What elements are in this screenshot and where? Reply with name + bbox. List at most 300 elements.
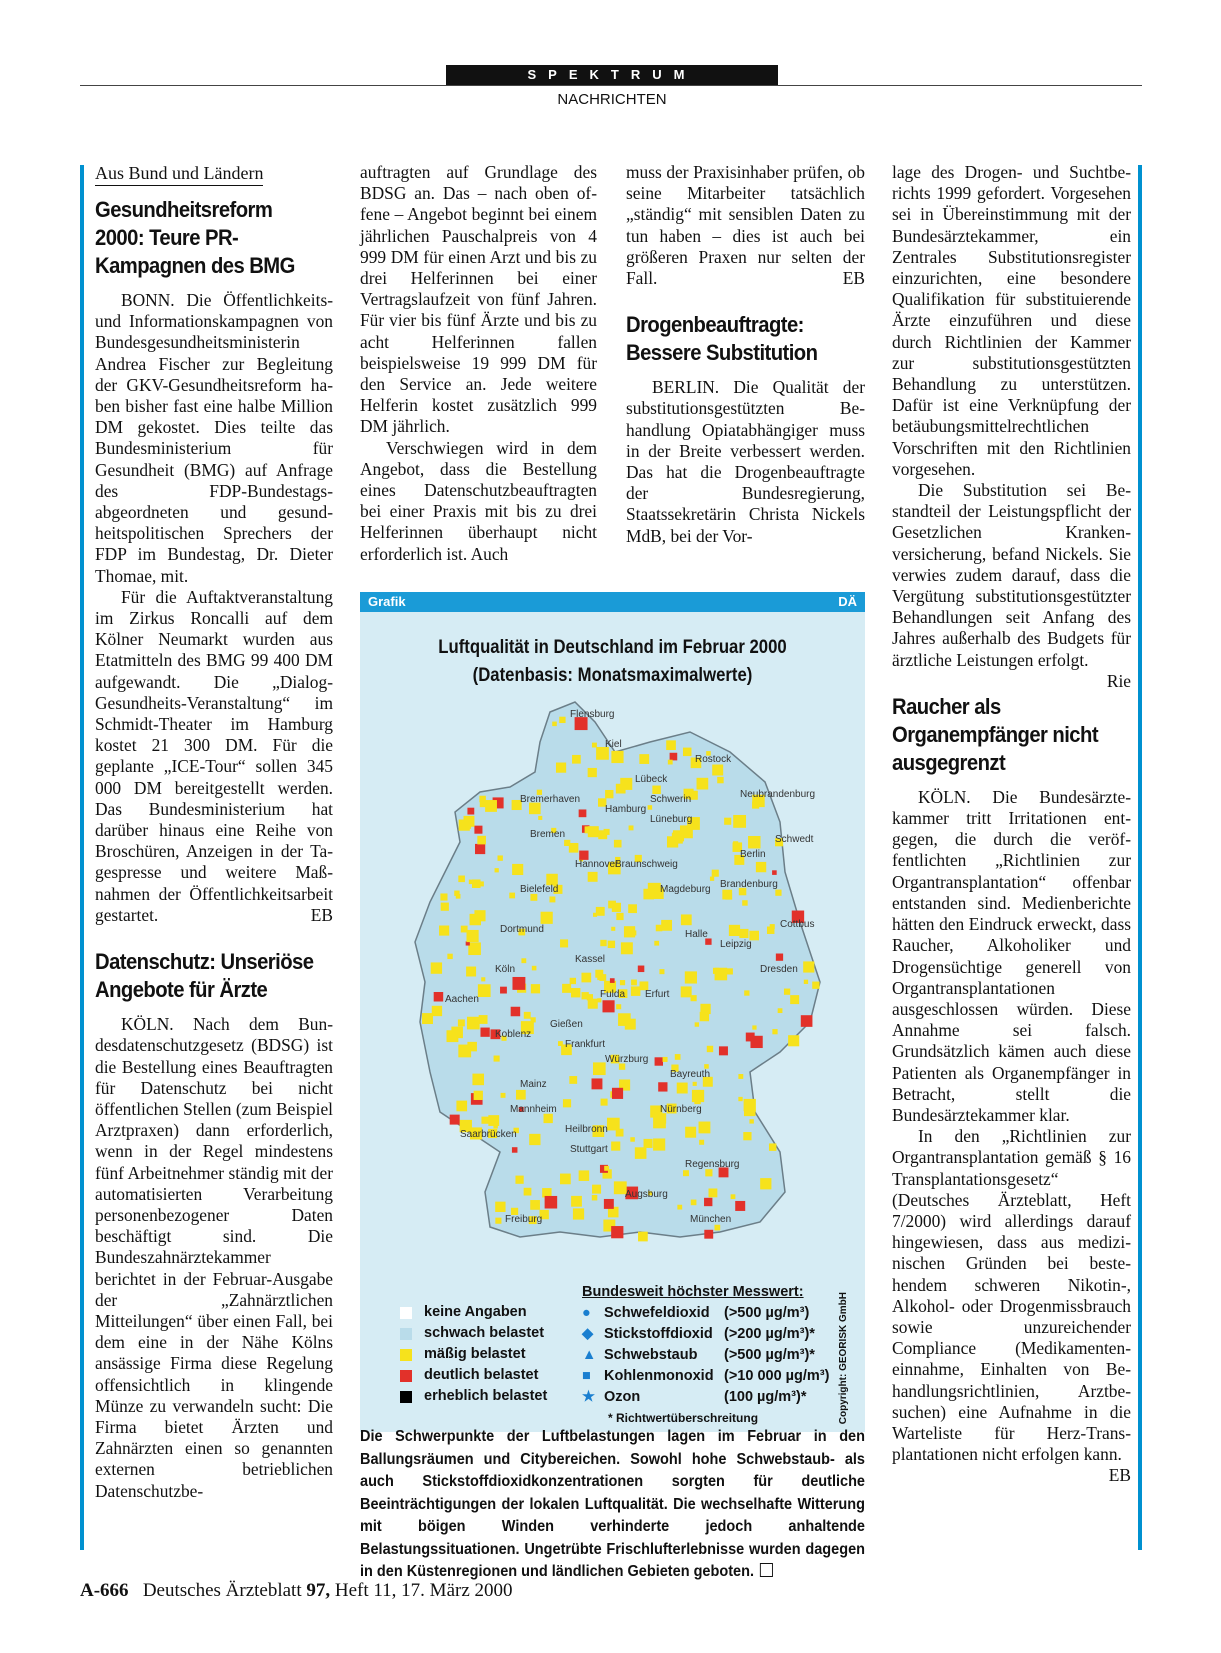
legend-swatch: [400, 1307, 412, 1319]
max-value-row: [582, 1366, 832, 1387]
article-paragraph: BERLIN. Die Qualität der substitutionsgestützten Behandlung Opiatabhängiger muss in der Breite verbessert werden. Das hat die Drogenbeauftragte der Bundesregierung, Staatssekretärin Christa Nickels MdB, bei der Vor-: [626, 377, 865, 546]
city-label: München: [690, 1214, 732, 1225]
city-label: Gießen: [550, 1019, 583, 1030]
pollution-patch: [468, 942, 481, 955]
pollutant-name: Kohlenmonoxid: [604, 1368, 714, 1384]
pollution-patch: [697, 778, 709, 790]
legend-swatch: [400, 1370, 412, 1382]
pollution-patch: [692, 1090, 704, 1102]
city-label: Kiel: [605, 739, 622, 750]
pollution-patch: [616, 913, 623, 920]
pollution-patch: [472, 1074, 484, 1086]
max-value-row: [582, 1345, 832, 1366]
author-signature: EB: [310, 904, 333, 925]
city-label: Dortmund: [500, 924, 544, 935]
pollution-patch: [466, 967, 476, 977]
pollution-patch: [729, 925, 740, 936]
pollution-patch: [501, 1093, 506, 1098]
column-accent-bar-right: [1138, 165, 1142, 1550]
pollution-patch: [616, 1004, 621, 1009]
pollution-patch: [610, 978, 615, 983]
pollution-patch: [512, 1147, 518, 1153]
pollution-patch: [466, 930, 478, 942]
pollution-patch: [440, 893, 447, 900]
pollutant-value: (>500 µg/m³): [724, 1305, 810, 1321]
pollution-patch: [467, 808, 474, 815]
article-paragraph: Verschwiegen wird in dem Angebot, dass die Bestellung eines Datenschutzbeauftragten bei einer Praxis mit bis zu drei Helferinnen überhaupt nicht erforderlich ist. Auch: [360, 437, 597, 564]
pollution-patch: [467, 1042, 476, 1051]
pollution-patch: [772, 1029, 777, 1034]
pollution-patch: [611, 1142, 620, 1151]
pollution-patch: [579, 809, 587, 817]
pollution-patch: [524, 1012, 531, 1019]
pollution-patch: [738, 1097, 742, 1101]
pollution-patch: [588, 768, 597, 777]
city-label: Lüneburg: [650, 814, 693, 825]
pollutant-name: Ozon: [604, 1389, 641, 1405]
pollution-patch: [744, 1099, 756, 1111]
pollution-patch: [500, 987, 507, 994]
pollution-patch: [592, 1195, 598, 1201]
pollution-patch: [683, 1170, 689, 1176]
pollution-patch: [709, 1188, 718, 1197]
city-label: Nürnberg: [660, 1104, 702, 1115]
pollution-patch: [673, 830, 684, 841]
pollution-patch: [474, 826, 482, 834]
pollution-patch: [441, 903, 449, 911]
pollution-patch: [592, 1185, 601, 1194]
pollution-patch: [560, 939, 568, 947]
article-paragraph: Die Substitution sei Bestandteil der Leistungspflicht der Gesetzlichen Krankenversicherung, befand Nickels. Sie verwies zudem darauf, dass die Vergütung substitutionsgestützter Behandlungen seit Anfang des Jahres außerhalb des Budgets für ärztliche Leistungen erfolgt. Rie: [892, 480, 1131, 691]
city-label: Mainz: [520, 1079, 547, 1090]
graphic-body: [360, 612, 865, 1432]
pollution-patch: [559, 717, 565, 723]
pollution-patch: [579, 1170, 590, 1181]
pollution-patch: [592, 743, 597, 748]
pollution-patch: [422, 1013, 433, 1024]
pollution-patch: [612, 1088, 623, 1099]
pollution-patch: [458, 1019, 465, 1026]
pollution-patch: [480, 1028, 489, 1037]
city-label: Kassel: [575, 954, 606, 965]
pollution-patch: [812, 982, 819, 989]
pollution-patch: [495, 1218, 501, 1224]
column-2: [360, 162, 597, 565]
pollution-patch: [712, 765, 723, 776]
city-label: Schwerin: [650, 794, 692, 805]
pollution-patch: [439, 926, 449, 936]
city-label: Stuttgart: [570, 1144, 608, 1155]
graphic-source: DÄ: [838, 594, 857, 609]
legend-item: [400, 1323, 547, 1344]
pollution-patch: [618, 1013, 631, 1026]
pollution-patch: [599, 974, 606, 981]
pollution-patch: [596, 907, 605, 916]
headline-gesundheitsreform: Gesundheitsreform 2000: Teure PR- Kampagnen des BMG: [95, 197, 295, 278]
pollution-patch: [604, 1199, 614, 1209]
pollution-patch: [562, 984, 571, 993]
pollution-patch: [474, 1091, 483, 1100]
pollution-patch: [450, 1115, 460, 1125]
pollution-patch: [573, 1208, 584, 1219]
pollution-patch: [710, 877, 714, 881]
pollution-patch: [769, 1143, 776, 1150]
pollution-patch: [631, 986, 640, 995]
article-paragraph: lage des Drogen- und Suchtberichts 1999 gefordert. Vorgesehen sei in Übereinstimmung mit der Bundesärztekammer, ein Zentrales Substitutionsregister einzurichten, eine besondere Qualifikation für substituierende Ärzte einzuführen und diese durch Richtlinien der Kammer zur substitutionsgestützten Behandlung zu unterstützen. Dafür ist eine Verknüpfung der betäubungsmittelrechtlichen Vorschriften mit den Richtlinien vorgesehen.: [892, 162, 1131, 479]
pollutant-name: Schwefeldioxid: [604, 1305, 710, 1321]
pollution-patch: [790, 995, 799, 1004]
pollution-patch: [447, 1030, 459, 1042]
pollution-patch: [675, 1054, 681, 1060]
author-signature: EB: [1108, 1465, 1131, 1486]
city-label: Mannheim: [510, 1104, 557, 1115]
city-label: Cottbus: [780, 919, 815, 930]
pollution-patch: [681, 986, 692, 997]
pollution-patch: [593, 1062, 606, 1075]
pollution-patch: [756, 862, 766, 872]
city-label: Dresden: [760, 964, 798, 975]
pollutant-symbol-icon: ■: [582, 1368, 591, 1384]
column-1: [95, 162, 333, 1502]
city-label: Koblenz: [495, 1029, 532, 1040]
city-label: Fulda: [600, 989, 626, 1000]
pollution-patch: [683, 748, 691, 756]
legend-item: [400, 1365, 547, 1386]
pollution-patch: [521, 958, 526, 963]
pollution-patch: [570, 978, 576, 984]
pollution-patch: [629, 825, 634, 830]
page-footer: [80, 1580, 513, 1602]
city-label: Augsburg: [625, 1189, 668, 1200]
city-label: Flensburg: [570, 709, 615, 720]
city-label: Würzburg: [605, 1054, 649, 1065]
section-label: SPEKTRUM: [446, 65, 778, 85]
city-label: Hamburg: [605, 804, 647, 815]
pollution-patch: [605, 790, 613, 798]
pollution-patch: [663, 1057, 668, 1062]
pollution-patch: [735, 1201, 745, 1211]
pollution-patch: [509, 893, 515, 899]
pollution-patch: [479, 796, 485, 802]
pollutant-value: (100 µg/m³)*: [724, 1389, 807, 1405]
pollution-patch: [631, 980, 637, 986]
pollution-patch: [695, 1022, 699, 1026]
city-label: Halle: [685, 929, 708, 940]
author-signature: EB: [842, 268, 865, 289]
pollutant-name: Schwebstaub: [604, 1347, 698, 1363]
pollution-patch: [593, 913, 597, 917]
pollution-patch: [724, 818, 731, 825]
pollution-patch: [770, 924, 775, 929]
pollution-patch: [655, 1057, 663, 1065]
pollution-patch: [493, 1124, 497, 1128]
pollution-patch: [733, 815, 746, 828]
pollution-patch: [658, 1082, 667, 1091]
max-value-row: [582, 1303, 832, 1324]
pollution-patch: [543, 1114, 552, 1123]
pollutant-symbol-icon: ◆: [582, 1326, 594, 1342]
pollutant-name: Stickstoffdioxid: [604, 1326, 713, 1342]
city-label: Bremerhaven: [520, 794, 581, 805]
pollution-patch: [778, 1008, 783, 1013]
pollution-patch: [516, 1090, 526, 1100]
article-paragraph: Für die Auftaktveranstaltung im Zirkus Roncalli auf dem Kölner Neumarkt wurden aus Etatmitteln des BMG 99 400 DM aufgewandt. Die „Dialog-Gesundheits-Veranstaltung“ im Schmidt-Theater im Hamburg kostet 21 300 DM. Für die geplante „ICE-Tour“ sollen 345 000 DM bereitgestellt werden. Das Bundesministerium hat darüber hinaus eine Reihe von Broschüren, Anzeigen in der Tagespresse und weitere Maßnahmen der Öffentlichkeitsarbeit gestartet. EB: [95, 586, 333, 925]
legend-label: erheblich belastet: [424, 1388, 548, 1404]
pollution-patch: [661, 920, 672, 931]
legend-label: keine Angaben: [424, 1304, 527, 1320]
column-4: [892, 162, 1131, 1487]
city-label: Braunschweig: [615, 859, 678, 870]
pollution-patch: [572, 755, 581, 764]
pollution-patch: [693, 1082, 697, 1086]
pollution-patch: [635, 1147, 647, 1159]
city-label: Berlin: [740, 849, 766, 860]
pollution-patch: [532, 966, 537, 971]
pollution-patch: [512, 864, 523, 875]
pollution-patch: [431, 962, 442, 973]
pollution-patch: [739, 929, 748, 938]
rubric: Aus Bund und Ländern: [95, 162, 263, 186]
pollution-patch: [705, 1169, 712, 1176]
legend-swatch: [400, 1349, 412, 1361]
column-accent-bar-left: [80, 165, 84, 1550]
map-legend: [400, 1302, 547, 1407]
pollution-patch: [749, 1119, 753, 1123]
pollution-patch: [738, 1074, 743, 1079]
pollution-patch: [454, 891, 459, 896]
pollution-patch: [727, 968, 733, 974]
header-rule: [80, 85, 1142, 86]
pollutant-value: (>200 µg/m³)*: [724, 1326, 815, 1342]
pollution-patch: [472, 879, 481, 888]
pollution-patch: [481, 1117, 488, 1124]
city-label: Köln: [495, 964, 516, 975]
graphic-label-bar: [360, 592, 865, 612]
pollution-patch: [677, 1205, 682, 1210]
copyright-notice: Copyright: GEORISK GmbH: [838, 1292, 849, 1425]
page-number: A-666: [80, 1580, 129, 1601]
pollution-patch: [750, 1036, 762, 1048]
city-label: Freiburg: [505, 1214, 543, 1225]
legend-swatch: [400, 1391, 412, 1403]
pollution-patch: [556, 763, 566, 773]
pollution-patch: [530, 1200, 540, 1210]
pollution-patch: [432, 1006, 442, 1016]
max-values-legend: [582, 1282, 832, 1429]
legend-label: mäßig belastet: [424, 1346, 526, 1362]
city-label: Magdeburg: [660, 884, 711, 895]
headline-datenschutz: Datenschutz: Unseriöse Angebote für Ärzte: [95, 949, 314, 1003]
pollution-patch: [714, 1225, 720, 1231]
pollution-patch: [466, 824, 471, 829]
legend-item: [400, 1386, 547, 1407]
pollution-patch: [614, 840, 622, 848]
city-label: Aachen: [445, 994, 479, 1005]
pollution-patch: [722, 890, 732, 900]
pollutant-symbol-icon: ★: [582, 1389, 595, 1405]
pollution-patch: [804, 980, 808, 984]
pollution-patch: [495, 868, 499, 872]
pollution-patch: [563, 1099, 571, 1107]
legend-label: deutlich belastet: [424, 1367, 539, 1383]
headline-raucher: Raucher als Organempfänger nicht ausgegrenzt: [892, 693, 1099, 775]
pollution-patch: [458, 876, 465, 883]
column-3: [626, 162, 865, 547]
city-label: Erfurt: [645, 989, 670, 1000]
article-paragraph: KÖLN. Die Bundesärztekammer tritt Irritationen entgegen, die durch die veröffentlichten „Richtlinien zur Organtransplantation“ offenbar entstanden sind. Medienberichte hätten den Eindruck erweckt, dass Raucher, Alkoholiker und Drogensüchtige generell von Organtransplantationen ausgeschlossen würden. Diese Annahme sei falsch. Grundsätzlich kämen auch diese Patienten als Organempfänger in Betracht, stellt die Bundesärztekammer klar.: [892, 786, 1131, 1125]
pollution-patch: [719, 1046, 728, 1055]
pollution-patch: [560, 1174, 571, 1185]
pollution-patch: [731, 1194, 736, 1199]
pollution-patch: [704, 1198, 712, 1206]
pollution-patch: [616, 1129, 624, 1137]
pollution-patch: [480, 801, 486, 807]
pollution-patch: [549, 896, 555, 902]
max-value-row: [582, 1387, 832, 1408]
city-label: Regensburg: [685, 1159, 740, 1170]
author-signature: Rie: [1106, 670, 1131, 691]
legend-item: [400, 1344, 547, 1365]
pollution-patch: [666, 740, 676, 750]
legend-item: [400, 1302, 547, 1323]
pollution-patch: [717, 777, 723, 783]
pollution-patch: [760, 1178, 771, 1189]
pollution-patch: [571, 1196, 582, 1207]
pollution-patch: [477, 836, 486, 845]
pollution-patch: [600, 940, 606, 946]
pollutant-value: (>10 000 µg/m³): [724, 1368, 830, 1384]
pollution-patch: [607, 1118, 620, 1131]
pollution-patch: [685, 971, 697, 983]
pollution-patch: [677, 1083, 688, 1094]
pollution-patch: [733, 841, 738, 846]
pollution-patch: [494, 1056, 500, 1062]
pollution-patch: [545, 1196, 558, 1209]
pollution-patch: [581, 973, 591, 983]
article-paragraph: BONN. Die Öffentlichkeits- und Informationskampagnen von Bundesgesundheitsministerin Andrea Fischer zur Begleitung der GKV-Gesundheitsreform haben bisher fast eine halbe Million DM gekostet. Dies teilte das Bundesministerium für Gesundheit (BMG) auf Anfrage des FDP-Bundestagsabgeordneten und gesundheitspolitischen Sprechers der FDP im Bundestag, Dr. Dieter Thomae, mit.: [95, 290, 333, 586]
article-paragraph: In den „Richtlinien zur Organtransplantation gemäß § 16 Transplantationsgesetz“ (Deutsches Ärzteblatt, Heft 7/2000) wird allerdings darauf hingewiesen, dass aus medizinischen Gründen bei bestehendem schweren Nikotin-, Alkohol- oder Drogenmissbrauch sowie unzureichender Compliance (Medikamenteneinnahme, Einhalten von Behandlungsrichtlinien, Arztbesuchen) eine Aufnahme in die Warteliste für Herz-Transplantationen nicht erfolgen kann. EB: [892, 1126, 1131, 1486]
pollution-patch: [571, 988, 580, 997]
pollution-patch: [715, 968, 728, 981]
legend-label: schwach belastet: [424, 1325, 545, 1341]
pollution-patch: [638, 1232, 648, 1242]
pollution-patch: [659, 969, 664, 974]
pollutant-value: (>500 µg/m³)*: [724, 1347, 815, 1363]
legend-swatch: [400, 1328, 412, 1340]
air-quality-graphic: [360, 592, 865, 1425]
pollution-patch: [498, 855, 503, 860]
pollution-patch: [541, 912, 553, 924]
max-values-header: Bundesweit höchster Messwert:: [582, 1284, 804, 1300]
max-value-row: [582, 1324, 832, 1345]
pollution-patch: [611, 751, 623, 763]
article-paragraph: auftragten auf Grundlage des BDSG an. Das – nach oben offene – Angebot beginnt bei einem jährlichen Pauschalpreis von 4 999 DM für einen Arzt und bis zu drei Helferinnen bei einer Vertragslaufzeit von fünf Jahren. Für vier bis fünf Ärzte und bis zu acht Helferinnen fallen beispielsweise 19 999 DM für den Service an. Jede weitere Helferin kostet zusätzlich 999 DM jährlich.: [360, 162, 597, 437]
city-label: Brandenburg: [720, 879, 778, 890]
pollution-patch: [748, 836, 760, 848]
pollution-patch: [602, 1000, 614, 1012]
journal-name: Deutsches Ärzteblatt: [142, 1580, 302, 1601]
pollution-patch: [481, 977, 485, 981]
pollution-patch: [742, 900, 747, 905]
pollution-patch: [685, 1127, 696, 1138]
pollution-patch: [456, 1101, 467, 1112]
pollution-patch: [447, 954, 452, 959]
pollution-patch: [699, 1140, 704, 1145]
city-label: Frankfurt: [565, 1039, 606, 1050]
pollution-patch: [604, 1166, 609, 1171]
pollution-patch: [776, 954, 783, 961]
pollution-patch: [670, 753, 678, 761]
pollution-patch: [538, 816, 542, 820]
journal-volume: 97,: [306, 1580, 331, 1601]
pollution-patch: [644, 1139, 653, 1148]
pollution-patch: [611, 1226, 623, 1238]
pollution-patch: [681, 914, 692, 925]
graphic-title: Luftqualität in Deutschland im Februar 2000 (Datenbasis: Monatsmaximalwerte): [438, 637, 787, 686]
pollution-patch: [434, 992, 444, 1002]
legend-note: * Richtwertüberschreitung: [608, 1411, 759, 1425]
city-label: Saarbrücken: [460, 1129, 517, 1140]
pollution-patch: [479, 1015, 488, 1024]
pollution-patch: [691, 1200, 697, 1206]
city-label: Neubrandenburg: [740, 789, 816, 800]
headline-drogenbeauftragte: Drogenbeauftragte: Bessere Substitution: [626, 312, 818, 366]
pollution-patch: [744, 990, 749, 995]
pollution-patch: [475, 844, 485, 854]
pollution-patch: [588, 872, 598, 882]
pollution-patch: [699, 1122, 711, 1134]
pollution-patch: [616, 784, 626, 794]
pollution-patch: [604, 829, 610, 835]
pollution-patch: [628, 904, 637, 913]
journal-issue: Heft 11, 17. März 2000: [334, 1580, 513, 1601]
pollution-patch: [511, 1007, 520, 1016]
pollution-patch: [569, 1076, 577, 1084]
pollution-patch: [803, 961, 814, 972]
pollutant-symbol-icon: ●: [582, 1305, 591, 1321]
pollution-patch: [608, 941, 615, 948]
pollution-patch: [707, 1046, 713, 1052]
pollution-patch: [585, 826, 592, 833]
city-label: Schwedt: [775, 834, 814, 845]
pollution-patch: [512, 977, 525, 990]
subsection-label: NACHRICHTEN: [557, 91, 667, 108]
pollution-patch: [653, 1138, 665, 1150]
end-of-article-box: [760, 1563, 773, 1577]
pollution-patch: [654, 941, 659, 946]
city-label: Bremen: [530, 829, 566, 840]
pollution-patch: [624, 926, 635, 937]
pollution-patch: [611, 927, 615, 931]
graphic-caption: Die Schwerpunkte der Luftbelastungen lagen im Februar in den Ballungsräumen und Citybereichen. Sowohl hohe Schwebstaub- als auch Stickstoffdioxidkonzentrationen sorgten für deutliche Beeinträchtigungen der lokalen Luftqualität. Die wechselhafte Witterung mit böigen Winden verhinderte jedoch anhaltende Belastungssituationen. Ungetrübte Frischlufterlebnisse wurden dagegen in den Küstenregionen und ländlichen Gebieten geboten.: [360, 1428, 865, 1580]
pollution-patch: [478, 984, 491, 997]
pollution-patch: [621, 942, 633, 954]
pollution-patch: [643, 889, 654, 900]
pollution-patch: [592, 1078, 603, 1089]
pollution-patch: [570, 843, 577, 850]
pollution-patch: [531, 984, 540, 993]
pollution-patch: [485, 800, 497, 812]
pollution-patch: [700, 1012, 709, 1021]
pollution-patch: [704, 1230, 713, 1239]
pollution-patch: [552, 722, 557, 727]
pollution-patch: [620, 980, 625, 985]
pollution-patch: [529, 1134, 540, 1145]
pollutant-symbol-icon: ▲: [582, 1347, 597, 1363]
pollution-patch: [608, 901, 616, 909]
pollution-patch: [515, 1176, 523, 1184]
city-label: Rostock: [695, 754, 732, 765]
